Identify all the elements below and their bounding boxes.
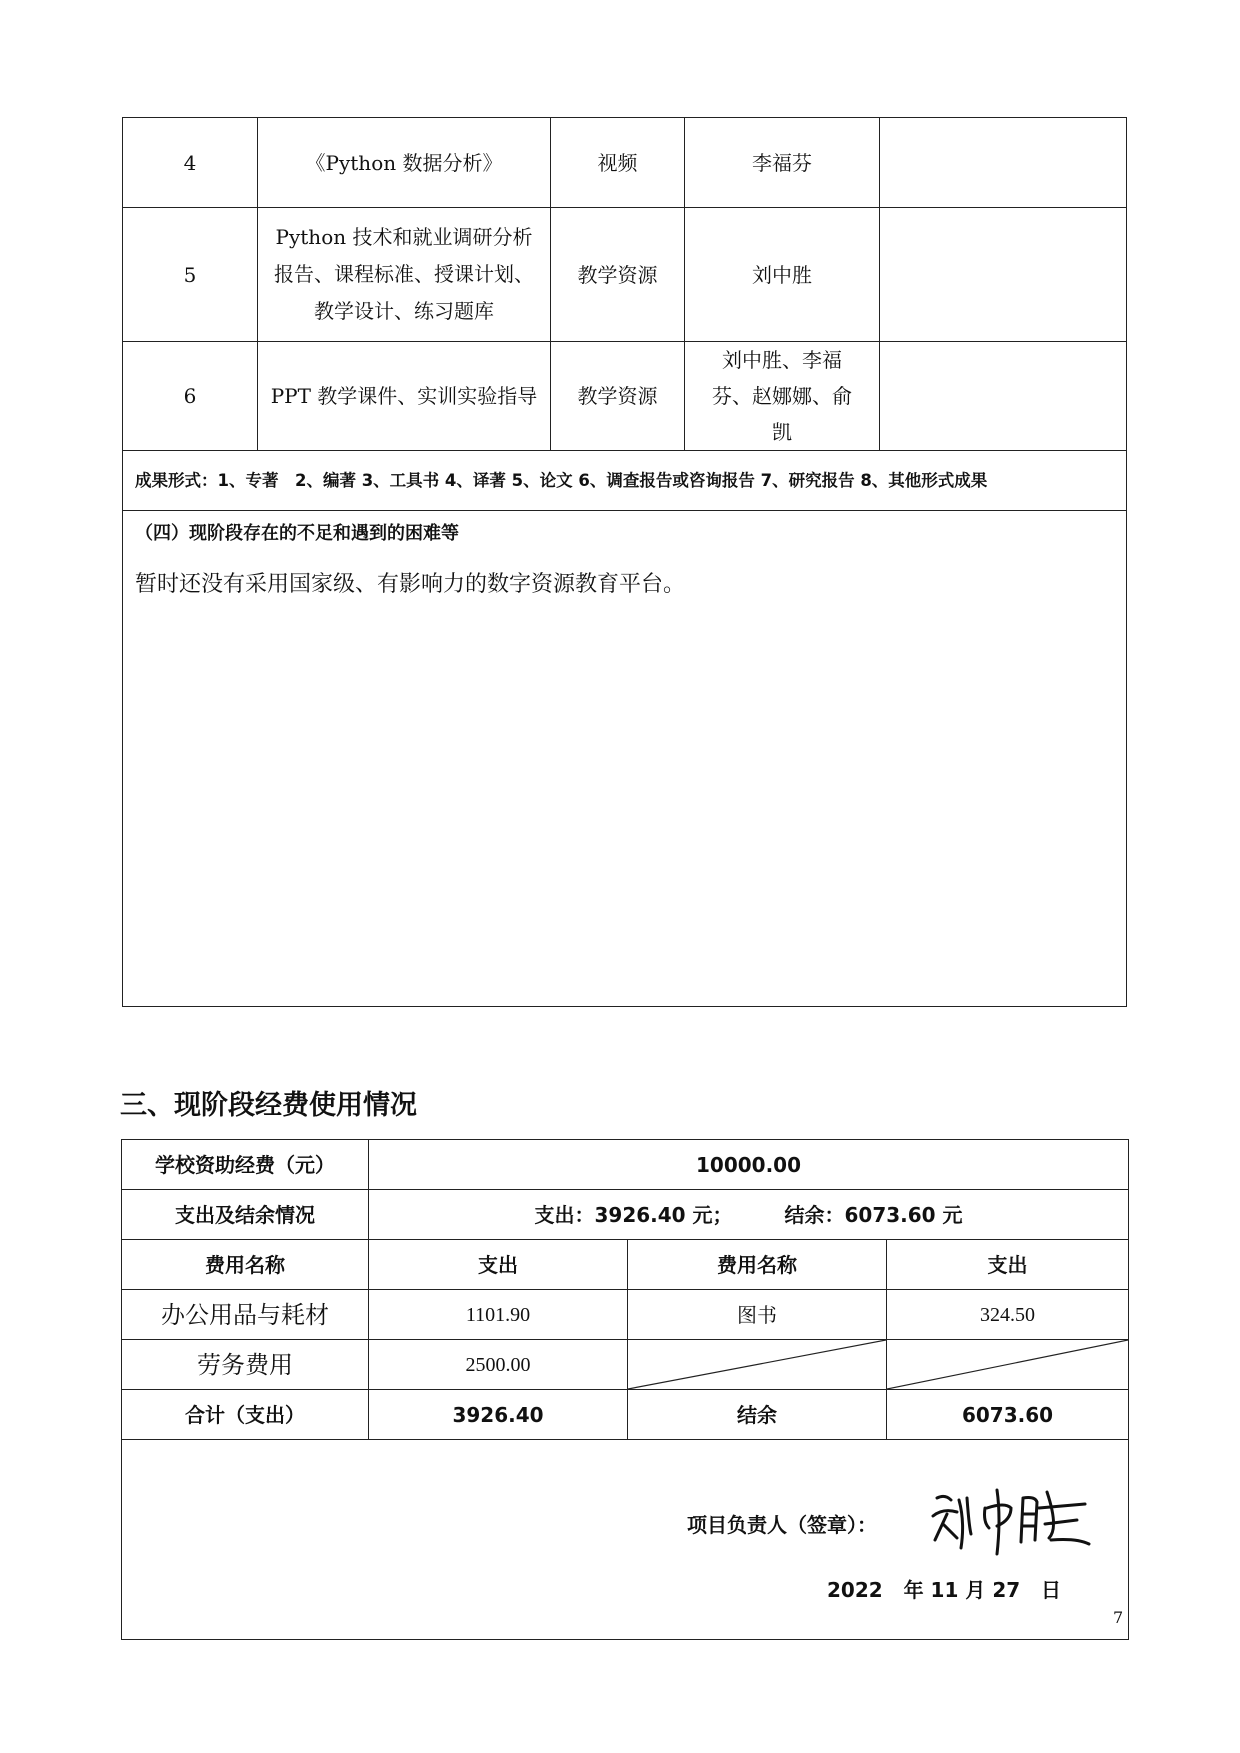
expense-amount: 2500.00 bbox=[369, 1340, 628, 1390]
result-note bbox=[880, 118, 1127, 208]
signature-label: 项目负责人（签章）： bbox=[687, 1513, 877, 1537]
handwritten-signature bbox=[927, 1478, 1097, 1558]
table-row bbox=[123, 208, 1127, 342]
results-table bbox=[122, 117, 1127, 1007]
signature-row bbox=[122, 1440, 1129, 1640]
result-name: PPT 教学课件、实训实验指导 bbox=[258, 342, 551, 451]
difficulty-row bbox=[123, 511, 1127, 1007]
column-header: 费用名称 bbox=[122, 1240, 369, 1290]
remain-label: 结余 bbox=[628, 1390, 887, 1440]
balance-label: 支出及结余情况 bbox=[122, 1190, 369, 1240]
expense-name: 办公用品与耗材 bbox=[122, 1290, 369, 1340]
month-unit: 月 bbox=[965, 1578, 986, 1602]
row-number: 6 bbox=[123, 342, 258, 451]
diagonal-line bbox=[887, 1340, 1128, 1389]
column-header: 费用名称 bbox=[628, 1240, 887, 1290]
result-type: 视频 bbox=[551, 118, 685, 208]
result-note bbox=[880, 208, 1127, 342]
table-row bbox=[123, 118, 1127, 208]
year-unit: 年 bbox=[903, 1578, 924, 1602]
difficulty-heading: （四）现阶段存在的不足和遇到的困难等 bbox=[135, 523, 459, 544]
remain-value: 6073.60 bbox=[887, 1390, 1129, 1440]
budget-table bbox=[121, 1139, 1129, 1640]
expense-amount: 1101.90 bbox=[369, 1290, 628, 1340]
result-note bbox=[880, 342, 1127, 451]
balance-row bbox=[122, 1190, 1129, 1240]
total-value: 3926.40 bbox=[369, 1390, 628, 1440]
result-name: 《Python 数据分析》 bbox=[258, 118, 551, 208]
expense-name: 劳务费用 bbox=[122, 1340, 369, 1390]
column-header: 支出 bbox=[887, 1240, 1129, 1290]
section-title: 三、现阶段经费使用情况 bbox=[120, 1090, 417, 1121]
result-name: Python 技术和就业调研分析报告、课程标准、授课计划、教学设计、练习题库 bbox=[258, 208, 551, 342]
signature-date bbox=[827, 1575, 1061, 1605]
expense-name: 图书 bbox=[628, 1290, 887, 1340]
table-row bbox=[122, 1340, 1129, 1390]
result-author: 刘中胜 bbox=[685, 208, 880, 342]
result-type: 教学资源 bbox=[551, 208, 685, 342]
forms-note-row bbox=[123, 451, 1127, 511]
diagonal-line bbox=[628, 1340, 886, 1389]
date-year: 2022 bbox=[827, 1578, 883, 1602]
date-month: 11 bbox=[930, 1578, 959, 1602]
page-number: 7 bbox=[1113, 1608, 1124, 1627]
result-author: 李福芬 bbox=[685, 118, 880, 208]
empty-cell-slash bbox=[628, 1340, 887, 1390]
total-row bbox=[122, 1390, 1129, 1440]
result-author: 刘中胜、李福芬、赵娜娜、俞凯 bbox=[685, 342, 880, 451]
funding-row bbox=[122, 1140, 1129, 1190]
row-number: 4 bbox=[123, 118, 258, 208]
expense-amount: 324.50 bbox=[887, 1290, 1129, 1340]
table-row bbox=[123, 342, 1127, 451]
difficulty-text: 暂时还没有采用国家级、有影响力的数字资源教育平台。 bbox=[135, 572, 686, 597]
column-header-row bbox=[122, 1240, 1129, 1290]
funding-value: 10000.00 bbox=[369, 1140, 1129, 1190]
forms-note: 成果形式：1、专著 2、编著 3、工具书 4、译著 5、论文 6、调查报告或咨询报告 7、研究报告 8、其他形式成果 bbox=[123, 451, 1127, 511]
column-header: 支出 bbox=[369, 1240, 628, 1290]
result-type: 教学资源 bbox=[551, 342, 685, 451]
remain-text: 结余：6073.60 元 bbox=[784, 1202, 963, 1227]
empty-cell-slash bbox=[887, 1340, 1129, 1390]
row-number: 5 bbox=[123, 208, 258, 342]
funding-label: 学校资助经费（元） bbox=[122, 1140, 369, 1190]
date-day: 27 bbox=[992, 1578, 1021, 1602]
day-unit: 日 bbox=[1041, 1578, 1062, 1602]
spent-text: 支出：3926.40 元； bbox=[534, 1202, 733, 1227]
total-label: 合计（支出） bbox=[122, 1390, 369, 1440]
table-row bbox=[122, 1290, 1129, 1340]
